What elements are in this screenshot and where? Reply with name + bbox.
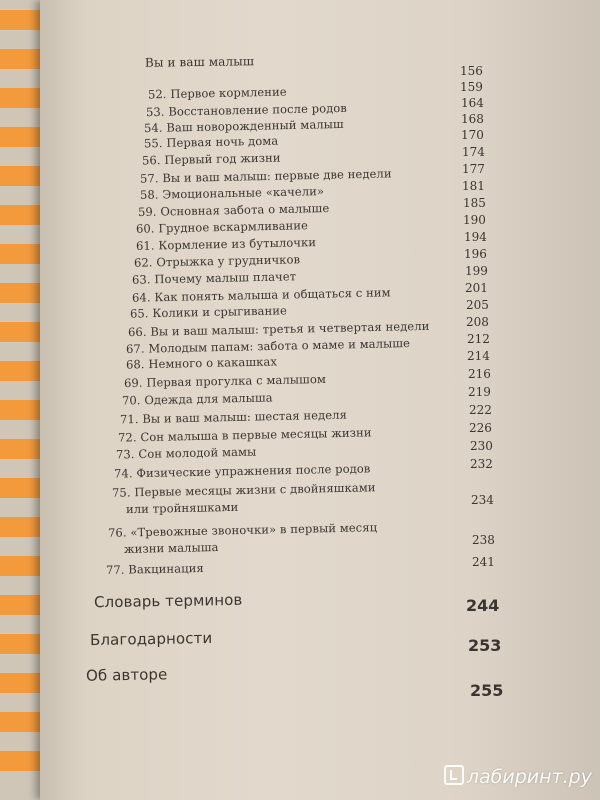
toc-entry-page: 208 [466,315,489,329]
toc-entry-page: 170 [461,128,484,142]
back-matter-label: Об авторе [85,665,168,685]
toc-entry-label: 63. Почему малыш плачет [131,269,297,287]
toc-entry-page: 181 [462,179,485,193]
section-heading-page: 156 [460,64,483,78]
toc-entry-label: 75. Первые месяцы жизни с двойняшками [111,480,376,500]
toc-entry-page: 196 [464,247,487,261]
toc-entry-page: 205 [466,298,489,312]
toc-entry-page: 230 [470,439,493,453]
toc-entry-label: 68. Немного о какашках [125,354,278,372]
toc-entry-label: 53. Восстановление после родов [145,100,348,120]
toc-entry-page: 214 [467,349,490,363]
back-matter-label: Благодарности [89,628,213,650]
toc-entry-label: 71. Вы и ваш малыш: шестая неделя [119,407,348,427]
toc-entry-label: 65. Колики и срыгивание [129,303,288,321]
toc-entry-label: 57. Вы и ваш малыш: первые две недели [139,166,392,186]
toc-entry-page: 226 [469,421,492,435]
toc-entry-label: 76. «Тревожные звоночки» в первый месяц [107,520,378,540]
back-matter-page: 244 [466,596,500,615]
toc-entry-label: 77. Вакцинация [105,560,204,578]
toc-entry-label-continued: жизни малыша [123,540,219,556]
back-matter-page: 255 [470,681,504,700]
toc-entry-label: 61. Кормление из бутылочки [135,235,317,253]
toc-entry-label: 73. Сон молодой мамы [115,444,257,462]
toc-entry-label: 55. Первая ночь дома [143,133,279,151]
toc-entry-label-continued: или тройняшками [125,499,239,517]
toc-entry-page: 199 [465,264,488,278]
book-page [40,0,600,800]
toc-entry-label: 70. Одежда для малыша [121,390,273,408]
toc-entry-page: 232 [470,457,493,471]
watermark-text: лабиринт.ру [466,766,592,788]
toc-entry-page: 185 [463,196,486,210]
toc-entry-page: 174 [462,145,485,159]
back-matter-label: Словарь терминов [93,590,243,612]
toc-entry-page: 238 [472,533,495,547]
toc-entry-page: 177 [462,162,485,176]
labirint-watermark [444,765,592,788]
toc-entry-label: 54. Ваш новорожденный малыш [143,116,344,136]
toc-entry-page: 212 [467,332,490,346]
book-logo-icon [444,765,464,785]
section-heading: Вы и ваш малыш [144,54,255,70]
toc-entry-label: 69. Первая прогулка с малышом [123,371,327,391]
toc-entry-page: 216 [468,367,491,381]
toc-entry-label: 58. Эмоциональные «качели» [139,184,325,202]
toc-entry-page: 201 [465,281,488,295]
toc-entry-page: 219 [468,385,491,399]
toc-entry-page: 234 [471,493,494,507]
toc-entry-label: 67. Молодым папам: забота о маме и малыше [125,336,411,356]
toc-entry-label: 72. Сон малыша в первые месяцы жизни [117,425,372,445]
toc-entry-page: 241 [472,555,495,569]
toc-entry-label: 66. Вы и ваш малыш: третья и четвертая недели [127,318,430,340]
toc-entry-page: 168 [461,112,484,126]
toc-entry-page: 222 [469,403,492,417]
toc-entry-page: 159 [460,80,483,94]
toc-entry-page: 164 [461,96,484,110]
toc-entry-label: 64. Как понять малыша и общаться с ним [131,285,391,305]
toc-entry-label: 52. Первое кормление [147,84,287,102]
toc-entry-page: 190 [463,213,486,227]
back-matter-page: 253 [468,636,502,655]
toc-entry-label: 60. Грудное вскармливание [135,218,309,236]
toc-entry-label: 74. Физические упражнения после родов [113,461,371,481]
toc-entry-label: 56. Первый год жизни [141,150,281,168]
toc-entry-page: 194 [464,230,487,244]
toc-entry-label: 62. Отрыжка у грудничков [133,252,301,270]
toc-entry-label: 59. Основная забота о малыше [137,200,330,220]
